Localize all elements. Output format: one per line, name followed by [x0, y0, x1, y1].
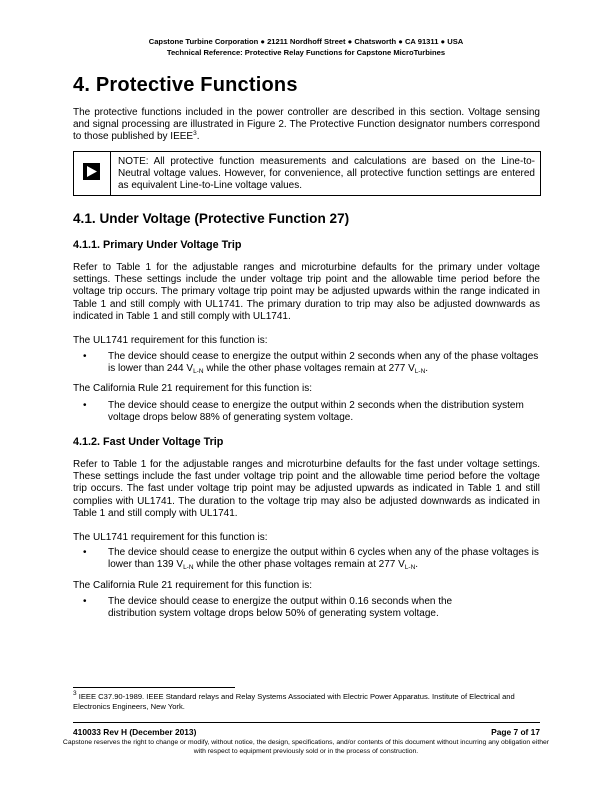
subscript: L-N [193, 368, 204, 376]
fast-trip-heading: 4.1.2. Fast Under Voltage Trip [73, 436, 224, 448]
intro-paragraph [73, 107, 540, 144]
bullet-text: The device should cease to energize the output within 2 seconds when the distribution system voltage drops below 88% of generating system voltage. [108, 400, 524, 424]
footnote-ref: 3 [193, 130, 197, 138]
running-header-line2: Technical Reference: Protective Relay Functions for Capstone MicroTurbines [166, 48, 446, 57]
running-header-line1: Capstone Turbine Corporation ● 21211 Nordhoff Street ● Chatsworth ● CA 91311 ● USA [148, 37, 464, 46]
primary-paragraph: Refer to Table 1 for the adjustable ranges and microturbine defaults for the primary under voltage settings. These settings include the under voltage trip point and the allowable time period before the voltage trip occurs. The primary voltage trip point may be adjusted upwards within the range indicated in Table 1 and still comply with UL1741. The primary duration to trip may also be adjusted downwards as indicated in Table 1 and still comply with UL1741. [73, 262, 540, 322]
fast-ul-bullet [83, 547, 540, 572]
section-title: 4. Protective Functions [73, 74, 298, 96]
subscript: L-N [404, 564, 416, 572]
doc-revision: 410033 Rev H (December 2013) [73, 727, 197, 737]
bullet-text: The device should cease to energize the output within 6 cycles when any of the phase voltages is lower than 139 V [108, 547, 539, 571]
bullet-text: The device should cease to energize the output within 0.16 seconds when the distribution system voltage drops below 50% of generating system voltage. [108, 596, 453, 620]
intro-text: The protective functions included in the power controller are described in this section. Voltage sensing and signal processing are illustrated in Figure 2. The Protective Function designator numbers correspond to those published by IEEE [73, 107, 540, 143]
bullet-text: while the other phase voltages remain at 277 V [203, 363, 415, 375]
note-box [73, 151, 541, 196]
footer-rule [73, 722, 540, 723]
primary-ul-intro: The UL1741 requirement for this function is: [73, 335, 268, 346]
subscript: L-N [183, 564, 194, 572]
fast-ca-intro: The California Rule 21 requirement for this function is: [73, 580, 313, 591]
subsection-title: 4.1. Under Voltage (Protective Function 27) [73, 211, 350, 226]
bullet-dot: • [83, 351, 87, 362]
bullet-dot: • [83, 596, 87, 607]
fast-paragraph: Refer to Table 1 for the adjustable ranges and microturbine defaults for the fast under voltage settings. These settings include the fast under voltage trip point and the allowable time period before the voltage trip occurs. The fast under voltage trip point may be adjusted upwards as indicated in Table 1 and still complies with UL1741. The duration to the voltage trip may also be adjusted downwards as indicated in Table 1 and still comply with UL1741. [73, 459, 540, 519]
primary-ca-intro: The California Rule 21 requirement for this function is: [73, 383, 313, 394]
intro-text-end: . [196, 131, 200, 143]
bullet-text: while the other phase voltages remain at 277 V [193, 559, 405, 571]
page-number: Page 7 of 17 [491, 727, 540, 737]
note-text: NOTE: All protective function measurements and calculations are based on the Line-to-Neutral voltage values. However, for convenience, all protective function settings are entered as equivalent Line-to-Line voltage values. [118, 156, 535, 192]
bullet-text: . [415, 559, 419, 571]
primary-ca-bullet [83, 400, 540, 424]
subscript: L-N [414, 368, 426, 376]
bullet-text: The device should cease to energize the output within 2 seconds when any of the phase voltages is lower than 244 V [108, 351, 539, 375]
bullet-dot: • [83, 400, 87, 411]
primary-ul-bullet [83, 351, 540, 376]
footer-disclaimer: Capstone reserves the right to change or modify, without notice, the design, specifications, and/or contents of this document without incurring any obligation either with respect to equipment previously sold or in the process of construction. [62, 739, 550, 755]
bullet-text: . [425, 363, 429, 375]
footnote-text: IEEE C37.90-1989. IEEE Standard relays and Relay Systems Associated with Electric Power Apparatus. Institute of Electrical and Electronics Engineers, New York. [73, 692, 515, 711]
footnote-number: 3 [73, 690, 77, 697]
note-icon-cell [74, 152, 111, 195]
primary-trip-heading: 4.1.1. Primary Under Voltage Trip [73, 239, 242, 251]
footnote-separator [73, 687, 235, 688]
right-arrow-icon [83, 163, 100, 180]
footnote [73, 692, 541, 712]
bullet-dot: • [83, 547, 87, 558]
fast-ca-bullet [83, 596, 488, 620]
fast-ul-intro: The UL1741 requirement for this function is: [73, 532, 268, 543]
